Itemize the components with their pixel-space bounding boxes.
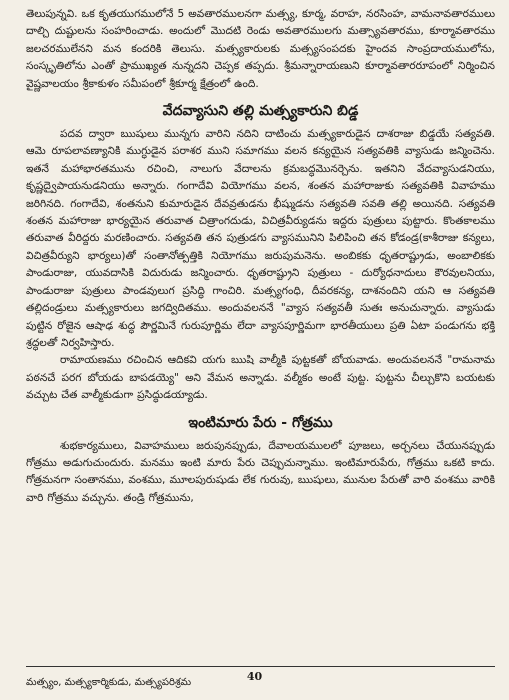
paragraph-gotram: శుభకార్యములు, వివాహములు జరుపునప్పుడు, దేవాలయములలో పూజలు, అర్చనలు చేయునప్పుడు గోత్రము అడుగుచుందురు. మనము ఇంటి మారు పేరు చెప్పుచున్నాము. ఇంటిమారుపేరు, గోత్రము ఒకటి కాదు. గోత్రమనగా సంతానము, వంశము, మూలపురుషుడు లేక గురువు, ఋషులు, మునుల పేరుతో వారి వంశము వారికి వారి గోత్రము వచ్చును. తండ్రి గోత్రమును, [26,439,495,504]
page-number: 40 [246,670,263,683]
section-heading-vyasa: వేదవ్యాసుని తల్లి మత్స్యకారుని బిడ్డ [162,103,359,120]
paragraph-valmiki: రామాయణము రచించిన ఆదికవి యగు ఋషి వాల్మీకి పుట్టకతో బోయవాడు. అందువలననే "రామనామ పఠనచే పరగ బోయడు బాపడయ్యె" అని వేమన అన్నాడు. వల్మీకం అంటే పుట్ట. పుట్టను చీల్చుకొని బయటకు వచ్చుట చేత వాల్మీకుడుగా ప్రసిద్ధుడయ్యాడు. [26,354,496,402]
intro-text: తెలుపున్నవి. ఒక కృతయుగములోనే 5 అవతారములనగా మత్స్య, కూర్మ, వరాహ, నరసింహ, వామనావతారములు దాల్చి దుష్టులను సంహరించాడు. అందులో మొదటి రెండు అవతారములగు మత్స్యావతారము, కూర్మావతారము జలచరములేనని మన కందరికి తెలుసు. మత్స్యకారులకు మత్స్యసంపదకు హైందవ సాంప్రదాయములోను, సంస్కృతిలోను ఎంతో ప్రాముఖ్యత నున్నదని చెప్పక తప్పదు. శ్రీమన్నారాయణుని కూర్మావతారరూపంలో నిర్మించిన వైష్ణవాలయం శ్రీకాకుళం సమీపంలో శ్రీకూర్మ క్షేత్రంలో ఉంది. [26,8,495,90]
page-footer [0,660,509,690]
section-body-vyasa [26,126,495,405]
intro-paragraph [26,6,495,93]
section-heading-gotram: ఇంటిమారు పేరు - గోత్రము [188,414,333,431]
footer-divider [26,666,495,667]
running-title: మత్స్యం, మత్స్యకార్మికుడు, మత్స్యపరిశ్రమ [26,677,192,688]
section-body-gotram [26,438,495,508]
paragraph-satyavati: పదవ ద్వారా ఋషులు మున్నగు వారిని నదిని దాటించు మత్స్యకారుడైన దాశరాజు బిడ్డయే సత్యవతి. ఆమె రూపలావణ్యానికి ముగ్ధుడైన పరాశర ముని సమాగము వలన కన్యయైన సత్యవతికి వ్యాసుడు జన్మించెను. ఇతనే మహాభారతమును రచించి, నాలుగు వేదాలను క్రమబద్ధమొనర్చెను. ఇతనిని వేదవ్యాసుడనియు, కృష్ణద్వైపాయనుడనియు అన్నారు. గంగాదేవి వియోగము వలన, శంతన మహారాజుకు సత్యవతికి వివాహము జరిగినది. గంగాదేవి, శంతనుని కుమారుడైన దేవవ్రతుడను భీష్ముడను సత్యవతి సవతి తల్లి అయినది. సత్యవతి శంతన మహారాజు భార్యయైన తరువాత చిత్రాంగదుడు, విచిత్రవీర్యుడను ఇద్దరు పుత్రులు పుట్టారు. కొంతకాలము తరువాత వీరిద్దరు మరణించారు. సత్యవతి తన పుత్రుడగు వ్యాసమునిని పిలిపించి తన కోడండ్ర(కాశీరాజు కన్యలు, విచిత్రవీర్యుని భార్యలు)తో సంతానోత్పత్తికి నియోగము జరుపుమనెను. అంబికకు ధృతరాష్ట్రుడు, అంబాలికకు పాండురాజు, యువదాసికి విదురుడు జన్మించారు. ధృతరాష్ట్రుని పుత్రులు - దుర్యోధనాదులు కౌరవులనియు, పాండురాజు పుత్రులు పాండవులుగ ప్రసిద్ధి గాంచిరి. మత్స్యగంధి, దీవరకన్య, దాశనందిని యని ఆ సత్యవతి తల్లిదండ్రులు మత్స్యకారులు జగద్విదితము. అందువలననే "వ్యాస సత్యవతీ సుతః అనుచున్నారు. వ్యాసుడు పుట్టిన రోజైన ఆషాఢ శుద్ధ పౌర్ణమినే గురుపూర్ణిమ లేదా వ్యాసపూర్ణిమగా భారతీయులు ప్రతి ఏటా పండుగను భక్తి శ్రద్ధలతో నిర్వహిస్తారు. [26,128,495,349]
